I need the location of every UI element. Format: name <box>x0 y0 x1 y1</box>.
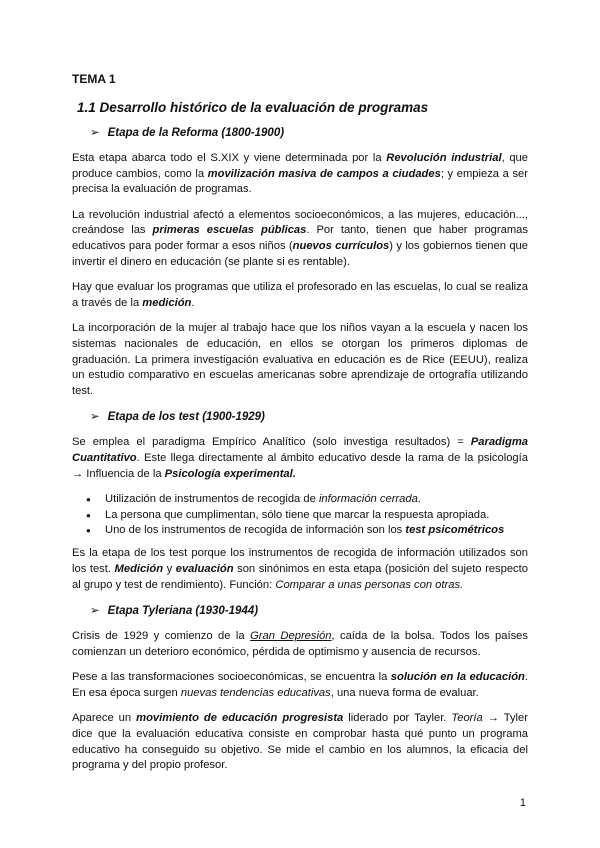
arrow-bullet-icon: ➢ <box>90 127 100 139</box>
emphasis: Medición <box>114 562 164 575</box>
paragraph: Hay que evaluar los programas que utiliza el profesorado en las escuelas, lo cual se realiza a través de la medición. <box>72 281 528 309</box>
emphasis: nuevos currículos <box>292 239 390 252</box>
paragraph: La incorporación de la mujer al trabajo hace que los niños vayan a la escuela y nacen los sistemas nacionales de educación, en ellos se otorgan los primeros diplomas de graduación. La primera investigación evaluativa en educación es de Rice (EEUU), realiza un estudio comparativo en escuelas americanas sobre aprendizaje de ortografía utilizando test. <box>72 322 528 397</box>
emphasis: primeras escuelas públicas <box>152 224 307 237</box>
emphasis: medición <box>142 296 192 309</box>
paragraph: La revolución industrial afectó a elementos socioeconómicos, a las mujeres, educación..., creándose las primeras escuelas públicas. Por tanto, tienen que haber programas educativos para poder formar a esos niños (nuevos currículos) y los gobiernos tienen que invertir el dinero en educación (se plante si es rentable). <box>72 208 528 268</box>
emphasis: movilización masiva de campos a ciudades <box>207 167 441 180</box>
emphasis: Psicología experimental. <box>164 467 296 480</box>
paragraph: Pese a las transformaciones socioeconómicas, se encuentra la solución en la educación. En esa época surgen nuevas tendencias educativas, una nueva forma de evaluar. <box>72 671 528 699</box>
section-title: 1.1 Desarrollo histórico de la evaluación de programas <box>77 100 429 115</box>
emphasis: Paradigma Cuantitativo <box>72 436 528 464</box>
list-item: ● Uno de los instrumentos de recogida de información son los test psicométricos <box>86 523 528 538</box>
list-item: ● Utilización de instrumentos de recogida de información cerrada. <box>86 492 528 507</box>
stage-heading-tyleriana <box>90 603 528 617</box>
emphasis: Revolución industrial <box>386 152 502 164</box>
stage-heading-reforma <box>90 125 528 139</box>
stage-heading-test <box>90 409 528 423</box>
page-number: 1 <box>519 797 526 809</box>
stage-heading-text: Etapa de la Reforma (1800-1900) <box>107 127 285 139</box>
paragraph: Aparece un movimiento de educación progresista liderado por Tayler. Teoría → Tyler dice que la evaluación educativa consiste en comprobar hasta qué punto un programa educativo ha conseguido su objetivo. Se mide el cambio en los alumnos, la eficacia del programa y del propio profesor. <box>72 712 528 772</box>
arrow-bullet-icon: ➢ <box>90 605 100 618</box>
paragraph: Crisis de 1929 y comienzo de la Gran Depresión, caída de la bolsa. Todos los países comienzan un deterioro económico, pérdida de optimismo y ausencia de recursos. <box>72 630 528 658</box>
emphasis: Teoría <box>451 712 483 725</box>
emphasis: Gran Depresión <box>250 630 332 643</box>
emphasis: información cerrada <box>318 493 418 506</box>
paragraph: Se emplea el paradigma Empírico Analítico (solo investiga resultados) = Paradigma Cuantitativo. Este llega directamente al ámbito educativo desde la rama de la psicología → Influencia de la Psicología experimental. <box>72 436 528 480</box>
paragraph: Es la etapa de los test porque los instrumentos de recogida de información utilizados son los test. Medición y evaluación son sinónimos en esta etapa (posición del sujeto respecto al grupo y test de rendimiento). Función: Comparar a unas personas con otras. <box>72 547 528 591</box>
tema-heading: TEMA 1 <box>72 72 116 86</box>
stage-heading-text: Etapa Tyleriana (1930-1944) <box>107 605 259 618</box>
stage-heading-text: Etapa de los test (1900-1929) <box>107 411 265 424</box>
paragraph: Esta etapa abarca todo el S.XIX y viene determinada por la Revolución industrial, que produce cambios, como la movilización masiva de campos a ciudades; y empieza a ser precisa la evaluación de programas. <box>72 152 528 196</box>
emphasis: Comparar a unas personas con otras. <box>275 578 464 591</box>
emphasis: test psicométricos <box>405 523 505 536</box>
emphasis: nuevas tendencias educativas <box>180 686 331 699</box>
bullet-list <box>72 492 528 538</box>
emphasis: movimiento de educación progresista <box>136 712 344 725</box>
document-page <box>72 66 528 784</box>
emphasis: solución en la educación <box>390 671 525 684</box>
list-item: ● La persona que cumplimentan, sólo tiene que marcar la respuesta apropiada. <box>86 508 528 523</box>
emphasis: evaluación <box>175 562 234 575</box>
arrow-bullet-icon: ➢ <box>90 411 100 424</box>
